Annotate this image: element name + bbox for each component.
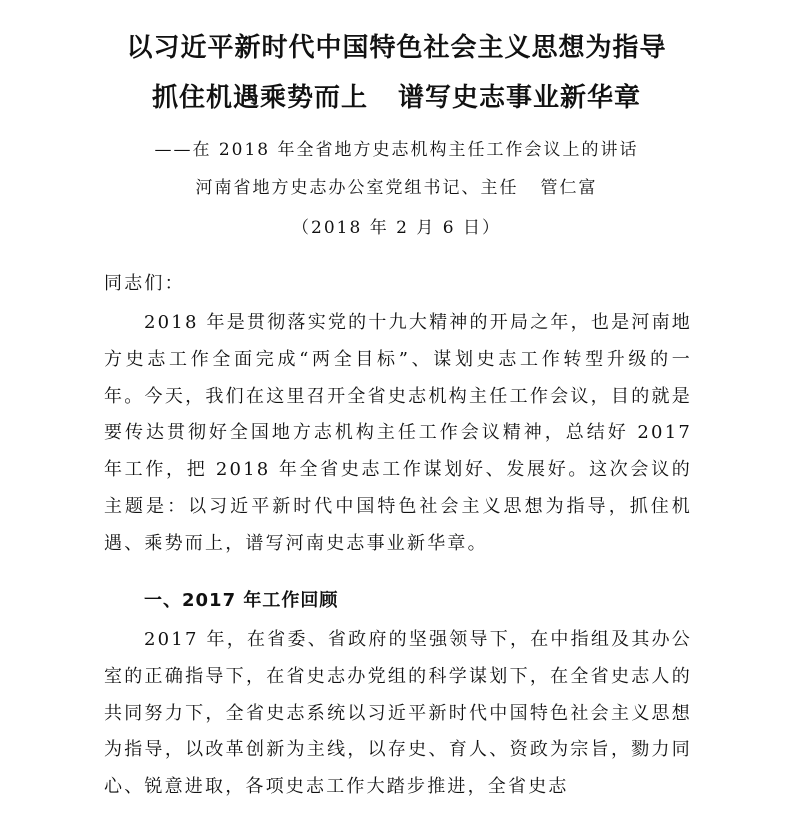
- title-line-2-part-1: 抓住机遇乘势而上: [151, 83, 368, 113]
- speech-date: （2018 年 2 月 6 日）: [292, 218, 501, 238]
- section-heading-1: 一、2017 年工作回顾: [144, 590, 339, 611]
- paragraph-2: 2017 年，在省委、省政府的坚强领导下，在中指组及其办公室的正确指导下，在省史志办党组的科学谋划下，在全省史志人的共同努力下，全省史志系统以习近平新时代中国特色社会主义思想为指导，以改革创新为主线，以存史、育人、资政为宗旨，勠力同心、锐意进取，各项史志工作大踏步推进，全省史志: [104, 629, 692, 798]
- title-line-2: [0, 82, 793, 114]
- speaker-role: 河南省地方史志办公室党组书记、主任: [195, 178, 519, 198]
- paragraph-1: 2018 年是贯彻落实党的十九大精神的开局之年，也是河南地方史志工作全面完成“两全目标”、谋划史志工作转型升级的一年。今天，我们在这里召开全省史志机构主任工作会议，目的就是要传达贯彻好全国地方志机构主任工作会议精神，总结好 2017 年工作，把 2018 年全省史志工作谋划好、发展好。这次会议的主题是：以习近平新时代中国特色社会主义思想为指导，抓住机遇、乘势而上，谱写河南史志事业新华章。: [104, 312, 692, 554]
- title-line-2-part-2: 谱写史志事业新华章: [398, 83, 642, 113]
- speaker-name: 管仁富: [540, 178, 598, 198]
- speaker-line: [0, 176, 793, 200]
- salutation: 同志们：: [104, 273, 185, 294]
- subtitle: ——在 2018 年全省地方史志机构主任工作会议上的讲话: [154, 140, 639, 160]
- title-line-1: 以习近平新时代中国特色社会主义思想为指导: [126, 33, 667, 63]
